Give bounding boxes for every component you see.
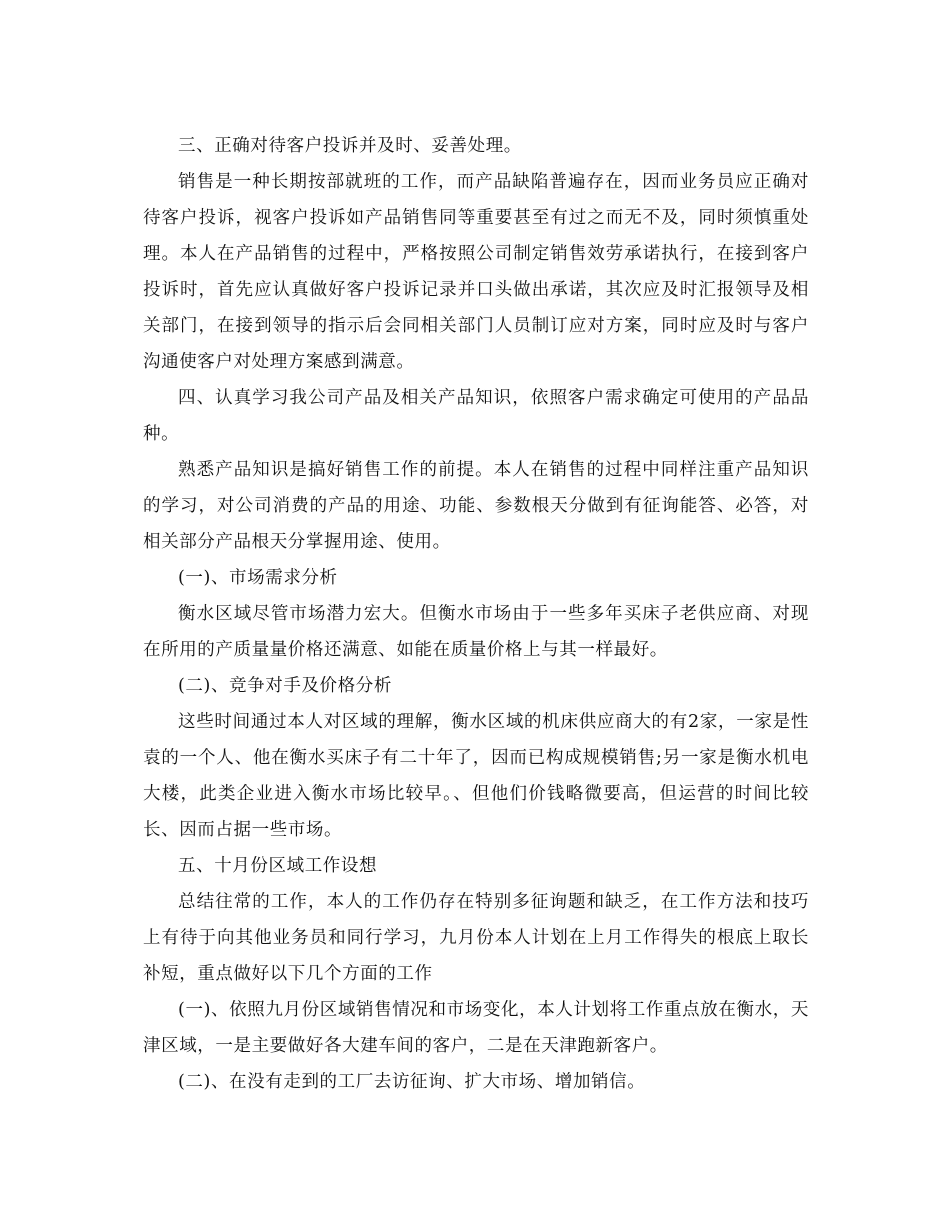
paragraph: 销售是一种长期按部就班的工作，而产品缺陷普遍存在，因而业务员应正确对待客户投诉，视客户投诉如产品销售同等重要甚至有过之而无不及，同时须慎重处理。本人在产品销售的过程中，严格按照公司制定销售效劳承诺执行，在接到客户投诉时，首先应认真做好客户投诉记录并口头做出承诺，其次应及时汇报领导及相关部门，在接到领导的指示后会同相关部门人员制订应对方案，同时应及时与客户沟通使客户对处理方案感到满意。 [143,172,809,372]
paragraph: 总结往常的工作，本人的工作仍存在特别多征询题和缺乏，在工作方法和技巧上有待于向其他业务员和同行学习，九月份本人计划在上月工作得失的根底上取长补短，重点做好以下几个方面的工作 [143,892,809,984]
section-heading-4: 四、认真学习我公司产品及相关产品知识，依照客户需求确定可使用的产品品种。 [143,388,809,444]
plan-item-2: (二)、在没有走到的工厂去访征询、扩大市场、增加销信。 [178,1072,646,1092]
plan-item-1: (一)、依照九月份区域销售情况和市场变化，本人计划将工作重点放在衡水，天津区域，一是主要做好各大建车间的客户，二是在天津跑新客户。 [143,1000,809,1056]
paragraph: 衡水区域尽管市场潜力宏大。但衡水市场由于一些多年买床子老供应商、对现在所用的产质量量价格还满意、如能在质量价格上与其一样最好。 [143,604,809,660]
section-heading-3: 三、正确对待客户投诉并及时、妥善处理。 [178,136,522,156]
paragraph: 熟悉产品知识是搞好销售工作的前提。本人在销售的过程中同样注重产品知识的学习，对公司消费的产品的用途、功能、参数根天分做到有征询能答、必答，对相关部分产品根天分掌握用途、使用。 [143,460,809,552]
section-heading-5: 五、十月份区域工作设想 [178,856,378,876]
document-body [143,128,809,1100]
subheading-market-demand: (一)、市场需求分析 [178,568,338,588]
paragraph: 这些时间通过本人对区域的理解，衡水区域的机床供应商大的有2家，一家是性袁的一个人、他在衡水买床子有二十年了，因而已构成规模销售;另一家是衡水机电大楼，此类企业进入衡水市场比较早。、但他们价钱略微要高，但运营的时间比较长、因而占据一些市场。 [143,712,809,840]
subheading-competitors: (二)、竞争对手及价格分析 [178,676,392,696]
